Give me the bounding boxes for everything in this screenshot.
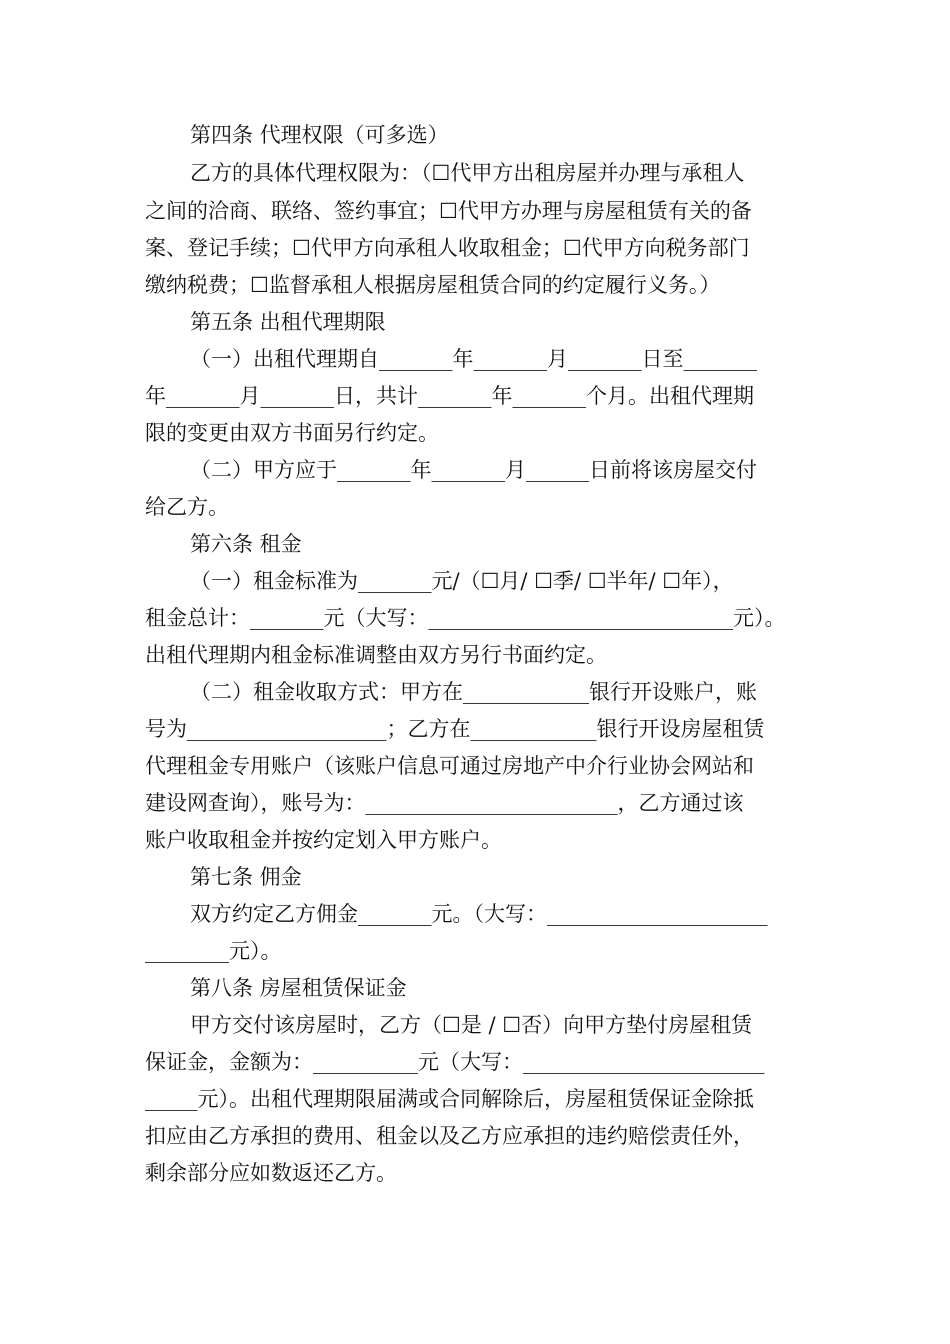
article-4-heading: 第四条 代理权限（可多选） — [190, 123, 449, 147]
article-6-clause-2-line: 账户收取租金并按约定划入甲方账户。 — [145, 828, 502, 852]
article-8-paragraph-line: 剩余部分应如数返还乙方。 — [145, 1161, 397, 1185]
article-5-clause-1-line: 年_______月_______日，共计_______年_______个月。出租代理期 — [145, 384, 754, 408]
article-4-paragraph-line: 乙方的具体代理权限为：（☐代甲方出租房屋并办理与承租人 — [190, 161, 745, 185]
article-6-clause-2-line: 代理租金专用账户（该账户信息可通过房地产中介行业协会网站和 — [145, 754, 754, 778]
article-7-heading: 第七条 佣金 — [190, 865, 302, 889]
article-6-clause-2-line: 建设网查询），账号为：________________________，乙方通过该 — [145, 791, 744, 815]
article-8-paragraph-line: _____元）。出租代理期限届满或合同解除后，房屋租赁保证金除抵 — [145, 1087, 754, 1111]
article-8-paragraph-line: 扣应由乙方承担的费用、租金以及乙方应承担的违约赔偿责任外， — [145, 1124, 754, 1148]
article-5-clause-2-line: （二）甲方应于_______年_______月______日前将该房屋交付 — [190, 458, 757, 482]
article-8-paragraph-line: 甲方交付该房屋时，乙方（☐是 / ☐否）向甲方垫付房屋租赁 — [190, 1013, 753, 1037]
article-6-clause-1-line: 租金总计：_______元（大写：_____________________________元）。 — [145, 606, 786, 630]
article-5-clause-2-line: 给乙方。 — [145, 495, 229, 519]
article-4-paragraph-line: 案、登记手续；☐代甲方向承租人收取租金；☐代甲方向税务部门 — [145, 236, 750, 260]
article-4-paragraph-line: 之间的洽商、联络、签约事宜；☐代甲方办理与房屋租赁有关的备 — [145, 199, 752, 223]
article-5-heading: 第五条 出租代理期限 — [190, 310, 386, 334]
article-8-paragraph-line: 保证金，金额为：__________元（大写：_______________________ — [145, 1050, 765, 1074]
article-6-clause-1-line: 出租代理期内租金标准调整由双方另行书面约定。 — [145, 643, 607, 667]
article-5-clause-1-line: 限的变更由双方书面另行约定。 — [145, 421, 439, 445]
article-6-clause-2-line: 号为___________________；乙方在____________银行开设房屋租赁 — [145, 717, 765, 741]
article-6-heading: 第六条 租金 — [190, 532, 302, 556]
article-8-heading: 第八条 房屋租赁保证金 — [190, 976, 407, 1000]
article-6-clause-2-line: （二）租金收取方式：甲方在____________银行开设账户，账 — [190, 680, 757, 704]
article-7-paragraph-line: 双方约定乙方佣金_______元。（大写：_____________________ — [190, 902, 768, 926]
article-6-clause-1-line: （一）租金标准为_______元/（☐月/ ☐季/ ☐半年/ ☐年）， — [190, 569, 734, 593]
article-5-clause-1-line: （一）出租代理期自_______年_______月_______日至_______ — [190, 347, 757, 371]
article-7-paragraph-line: ________元）。 — [145, 939, 282, 963]
article-4-paragraph-line: 缴纳税费；☐监督承租人根据房屋租赁合同的约定履行义务。） — [145, 273, 721, 297]
